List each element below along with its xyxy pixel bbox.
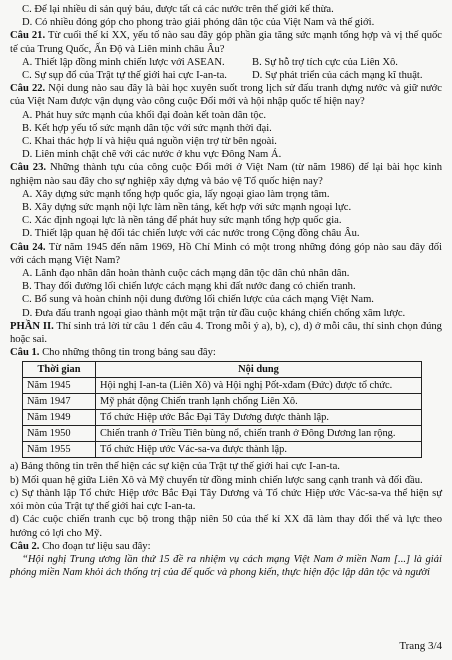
option-c: C. Xác định ngoại lực là nền tảng để phát huy sức mạnh tổng hợp quốc gia. xyxy=(22,215,342,227)
question-text: Cho đoạn tư liệu sau đây: xyxy=(42,540,151,552)
question-label: Câu 1. xyxy=(10,347,40,359)
option-a: A. Thiết lập đồng minh chiến lược với ASEAN. xyxy=(22,56,225,68)
page-number: Trang 3/4 xyxy=(399,640,442,652)
option-c: C. Bổ sung và hoàn chỉnh nội dung đường lối chiến lược của cách mạng Việt Nam. xyxy=(22,294,374,306)
table-cell-content: Mỹ phát động Chiến tranh lạnh chống Liên Xô. xyxy=(96,394,422,410)
table-cell-content: Chiến tranh ở Triều Tiên bùng nổ, chiến tranh ở Đông Dương lan rộng. xyxy=(96,426,422,442)
option-d: D. Thiết lập quan hệ đối tác chiến lược với các nước trong Cộng đồng châu Âu. xyxy=(22,228,360,240)
table-row xyxy=(23,426,422,442)
part-label: PHẦN II. xyxy=(10,320,54,332)
option-b: B. Thay đổi đường lối chiến lược cách mạng khi đất nước đang có chiến tranh. xyxy=(22,281,356,293)
table-row xyxy=(23,378,422,394)
table-cell-content: Tổ chức Hiệp ước Vác-sa-va được thành lập. xyxy=(96,442,422,458)
source-quote: “Hội nghị Trung ương lần thứ 15 đề ra nhiệm vụ cách mạng Việt Nam ở miền Nam [...] là giải phóng miền Nam khỏi ách thống trị của đế quốc và phong kiến, thực hiện độc lập dân tộc và người xyxy=(10,553,442,579)
table-cell-year: Năm 1945 xyxy=(23,378,96,394)
column-header-content: Nội dung xyxy=(96,362,422,378)
question-23 xyxy=(10,161,442,187)
option-d: D. Liên minh chặt chẽ với các nước ở khu vực Đông Nam Á. xyxy=(22,149,282,161)
option-d-prev: D. Có nhiều đóng góp cho phong trào giải phóng dân tộc của Việt Nam và thế giới. xyxy=(22,17,375,29)
question-text: Từ năm 1945 đến năm 1969, Hồ Chí Minh có một trong những đóng góp nào sau đây đối với cách mạng Việt Nam? xyxy=(10,241,442,266)
option-a: A. Lãnh đạo nhân dân hoàn thành cuộc cách mạng dân tộc dân chủ nhân dân. xyxy=(22,268,350,280)
option-d: D. Sự phát triển của cách mạng kĩ thuật. xyxy=(252,70,423,82)
table-row xyxy=(23,394,422,410)
question-21-options-row-1 xyxy=(10,56,442,69)
part-2-question-2 xyxy=(10,540,442,553)
question-text: Những thành tựu của công cuộc Đổi mới ở Việt Nam (từ năm 1986) để lại bài học kinh nghiệm nào sau đây cho sự nghiệp xây dựng và bảo vệ Tổ quốc hiện nay? xyxy=(10,162,443,187)
statement-c: c) Sự thành lập Tổ chức Hiệp ước Bắc Đại Tây Dương và Tổ chức Hiệp ước Vác-sa-va thể hiện sự xói mòn của Trật tự thế giới hai cực I-an-ta. xyxy=(10,487,442,513)
statement-a: a) Bảng thông tin trên thể hiện các sự kiện của Trật tự thế giới hai cực I-an-ta. xyxy=(10,461,340,473)
question-text: Nội dung nào sau đây là bài học xuyên suốt trong lịch sử đấu tranh dựng nước và giữ nước của Việt Nam được vận dụng vào công cuộc Đổi mới và hội nhập quốc tế hiện nay? xyxy=(10,83,442,108)
question-24 xyxy=(10,241,442,267)
question-22 xyxy=(10,82,442,108)
table-cell-year: Năm 1949 xyxy=(23,410,96,426)
question-21 xyxy=(10,29,442,55)
table-header-row xyxy=(23,362,422,378)
statement-b: b) Mối quan hệ giữa Liên Xô và Mỹ chuyển từ đồng minh chiến lược sang cạnh tranh và đối đầu. xyxy=(10,474,423,486)
table-cell-year: Năm 1955 xyxy=(23,442,96,458)
question-label: Câu 22. xyxy=(10,83,46,95)
part-text: Thí sinh trả lời từ câu 1 đến câu 4. Trong mỗi ý a), b), c), d) ở mỗi câu, thí sinh chọn đúng hoặc sai. xyxy=(10,320,442,346)
part-2-question-1 xyxy=(10,346,442,359)
question-text: Cho những thông tin trong bảng sau đây: xyxy=(42,347,216,359)
table-row xyxy=(23,442,422,458)
question-text: Từ cuối thế kỉ XX, yếu tố nào sau đây góp phần gia tăng sức mạnh tổng hợp và vị thế quốc tế của Trung Quốc, Ấn Độ và Liên minh châu Âu? xyxy=(10,30,442,55)
option-c: C. Khai thác hợp lí và hiệu quả nguồn viện trợ từ bên ngoài. xyxy=(22,136,277,148)
column-header-time: Thời gian xyxy=(23,362,96,378)
option-d: D. Đưa đấu tranh ngoại giao thành một mặt trận từ đầu cuộc kháng chiến chống xâm lược. xyxy=(22,307,406,319)
table-row xyxy=(23,410,422,426)
table-cell-year: Năm 1947 xyxy=(23,394,96,410)
part-2-instructions xyxy=(10,320,442,346)
table-cell-year: Năm 1950 xyxy=(23,426,96,442)
option-a: A. Phát huy sức mạnh của khối đại đoàn kết toàn dân tộc. xyxy=(22,109,267,121)
option-c: C. Sự sụp đổ của Trật tự thế giới hai cực I-an-ta. xyxy=(22,70,227,82)
table-cell-content: Tổ chức Hiệp ước Bắc Đại Tây Dương được thành lập. xyxy=(96,410,422,426)
option-c-prev: C. Để lại nhiều di sản quý báu, được tất cả các nước trên thế giới kế thừa. xyxy=(22,4,334,15)
question-label: Câu 21. xyxy=(10,30,46,42)
option-a: A. Xây dựng sức mạnh tổng hợp quốc gia, lấy ngoại giao làm trọng tâm. xyxy=(22,188,330,200)
option-b: B. Xây dựng sức mạnh nội lực làm nền tảng, kết hợp với sức mạnh ngoại lực. xyxy=(22,202,352,214)
info-table xyxy=(22,361,422,458)
table-cell-content: Hội nghị I-an-ta (Liên Xô) và Hội nghị Pốt-xđam (Đức) được tổ chức. xyxy=(96,378,422,394)
option-b: B. Sự hỗ trợ tích cực của Liên Xô. xyxy=(252,56,398,68)
option-b: B. Kết hợp yếu tố sức mạnh dân tộc với sức mạnh thời đại. xyxy=(22,122,272,134)
question-label: Câu 24. xyxy=(10,241,46,253)
statement-d: d) Các cuộc chiến tranh cục bộ trong thập niên 50 của thế kỉ XX đã làm thay đổi thế và lực theo hướng có lợi cho Mỹ. xyxy=(10,514,442,539)
question-label: Câu 23. xyxy=(10,162,47,174)
question-label: Câu 2. xyxy=(10,540,40,552)
question-21-options-row-2 xyxy=(10,69,442,82)
